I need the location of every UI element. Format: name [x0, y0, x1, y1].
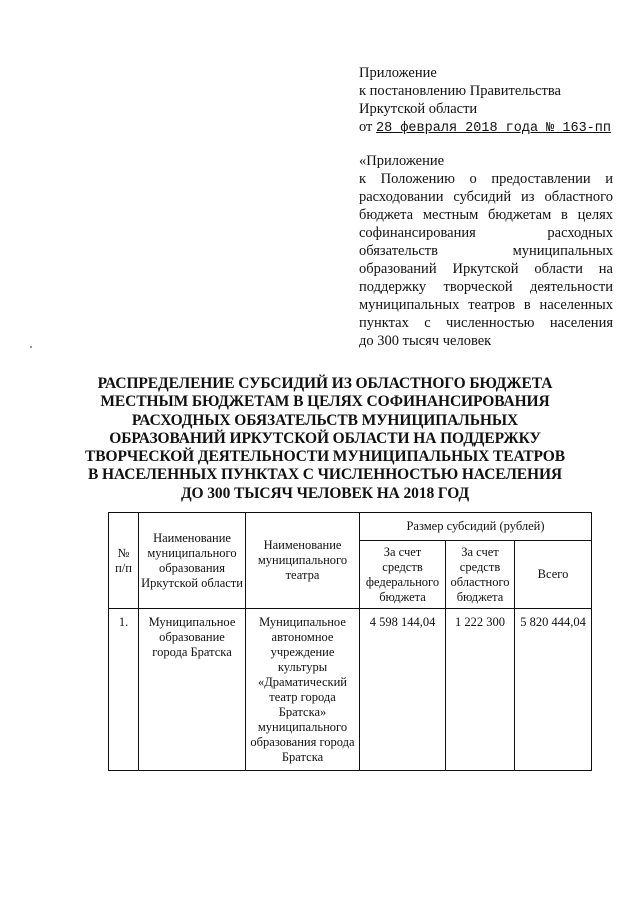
regulation-appendix	[359, 152, 613, 350]
header-federal-text: За счет средств федерального бюджета	[365, 544, 440, 604]
header-num-text: № п/п	[115, 545, 132, 575]
regulation-line: софинансирования расходных	[359, 225, 613, 241]
regulation-line: поддержку творческой деятельности	[359, 279, 613, 295]
title-line: ДО 300 ТЫСЯЧ ЧЕЛОВЕК НА 2018 ГОД	[180, 484, 470, 502]
table-row	[109, 609, 592, 771]
regulation-line: к Положению о предоставлении и	[359, 171, 613, 187]
title-line: ТВОРЧЕСКОЙ ДЕЯТЕЛЬНОСТИ МУНИЦИПАЛЬНЫХ ТЕАТРОВ	[85, 448, 565, 466]
appendix-date-line	[359, 118, 619, 138]
row-municipality	[139, 609, 246, 771]
header-theatre-text: Наименование муниципального театра	[257, 538, 348, 582]
row-total-text: 5 820 444,04	[520, 615, 586, 629]
header-federal	[360, 541, 446, 609]
row-theatre	[246, 609, 360, 771]
regulation-line: «Приложение	[359, 153, 445, 169]
appendix-date-value: 28 февраля 2018 года № 163-пп	[376, 121, 611, 136]
document-title	[80, 375, 570, 503]
row-federal	[360, 609, 446, 771]
regulation-line: бюджета местным бюджетам в целях	[359, 207, 613, 223]
row-municipality-text: Муниципальное образование города Братска	[148, 615, 236, 659]
row-num	[109, 609, 139, 771]
regulation-line: обязательств муниципальных	[359, 243, 613, 259]
title-line: МЕСТНЫМ БЮДЖЕТАМ В ЦЕЛЯХ СОФИНАНСИРОВАНИЯ	[100, 393, 550, 411]
header-total	[515, 541, 592, 609]
scan-speck	[30, 346, 32, 348]
header-regional-text: За счет средств областного бюджета	[450, 544, 510, 604]
appendix-region: Иркутской области	[359, 101, 478, 117]
row-num-text: 1.	[118, 615, 129, 629]
appendix-date-prefix: от	[359, 119, 373, 135]
header-regional	[446, 541, 515, 609]
row-regional-text: 1 222 300	[455, 615, 505, 629]
title-line: РАСХОДНЫХ ОБЯЗАТЕЛЬСТВ МУНИЦИПАЛЬНЫХ	[131, 411, 519, 429]
header-total-text: Всего	[537, 567, 569, 581]
subsidy-table	[108, 512, 592, 771]
header-municipality	[139, 513, 246, 609]
header-theatre	[246, 513, 360, 609]
regulation-line: до 300 тысяч человек	[359, 333, 492, 349]
row-theatre-text: Муниципальное автономное учреждение культуры «Драматический театр города Братска» муниципального образования города Братска	[250, 615, 355, 764]
regulation-line: расходовании субсидий из областного	[359, 189, 613, 205]
header-subsidy-group	[360, 513, 592, 541]
header-municipality-text: Наименование муниципального образования Иркутской области	[141, 530, 243, 590]
appendix-label: Приложение	[359, 65, 437, 81]
row-total	[515, 609, 592, 771]
header-num	[109, 513, 139, 609]
regulation-line: муниципальных театров в населенных	[359, 297, 613, 313]
row-federal-text: 4 598 144,04	[369, 615, 436, 629]
title-line: РАСПРЕДЕЛЕНИЕ СУБСИДИЙ ИЗ ОБЛАСТНОГО БЮДЖЕТА	[97, 375, 553, 392]
title-line: В НАСЕЛЕННЫХ ПУНКТАХ С ЧИСЛЕННОСТЬЮ НАСЕЛЕНИЯ	[87, 466, 563, 484]
appendix-resolution-ref: к постановлению Правительства	[359, 83, 561, 99]
row-regional	[446, 609, 515, 771]
title-line: ОБРАЗОВАНИЙ ИРКУТСКОЙ ОБЛАСТИ НА ПОДДЕРЖКУ	[109, 429, 541, 447]
header-subsidy-group-text: Размер субсидий (рублей)	[406, 519, 545, 533]
regulation-line: образований Иркутской области на	[359, 261, 613, 277]
appendix-header	[359, 64, 619, 138]
regulation-line: пунктах с численностью населения	[359, 315, 613, 331]
